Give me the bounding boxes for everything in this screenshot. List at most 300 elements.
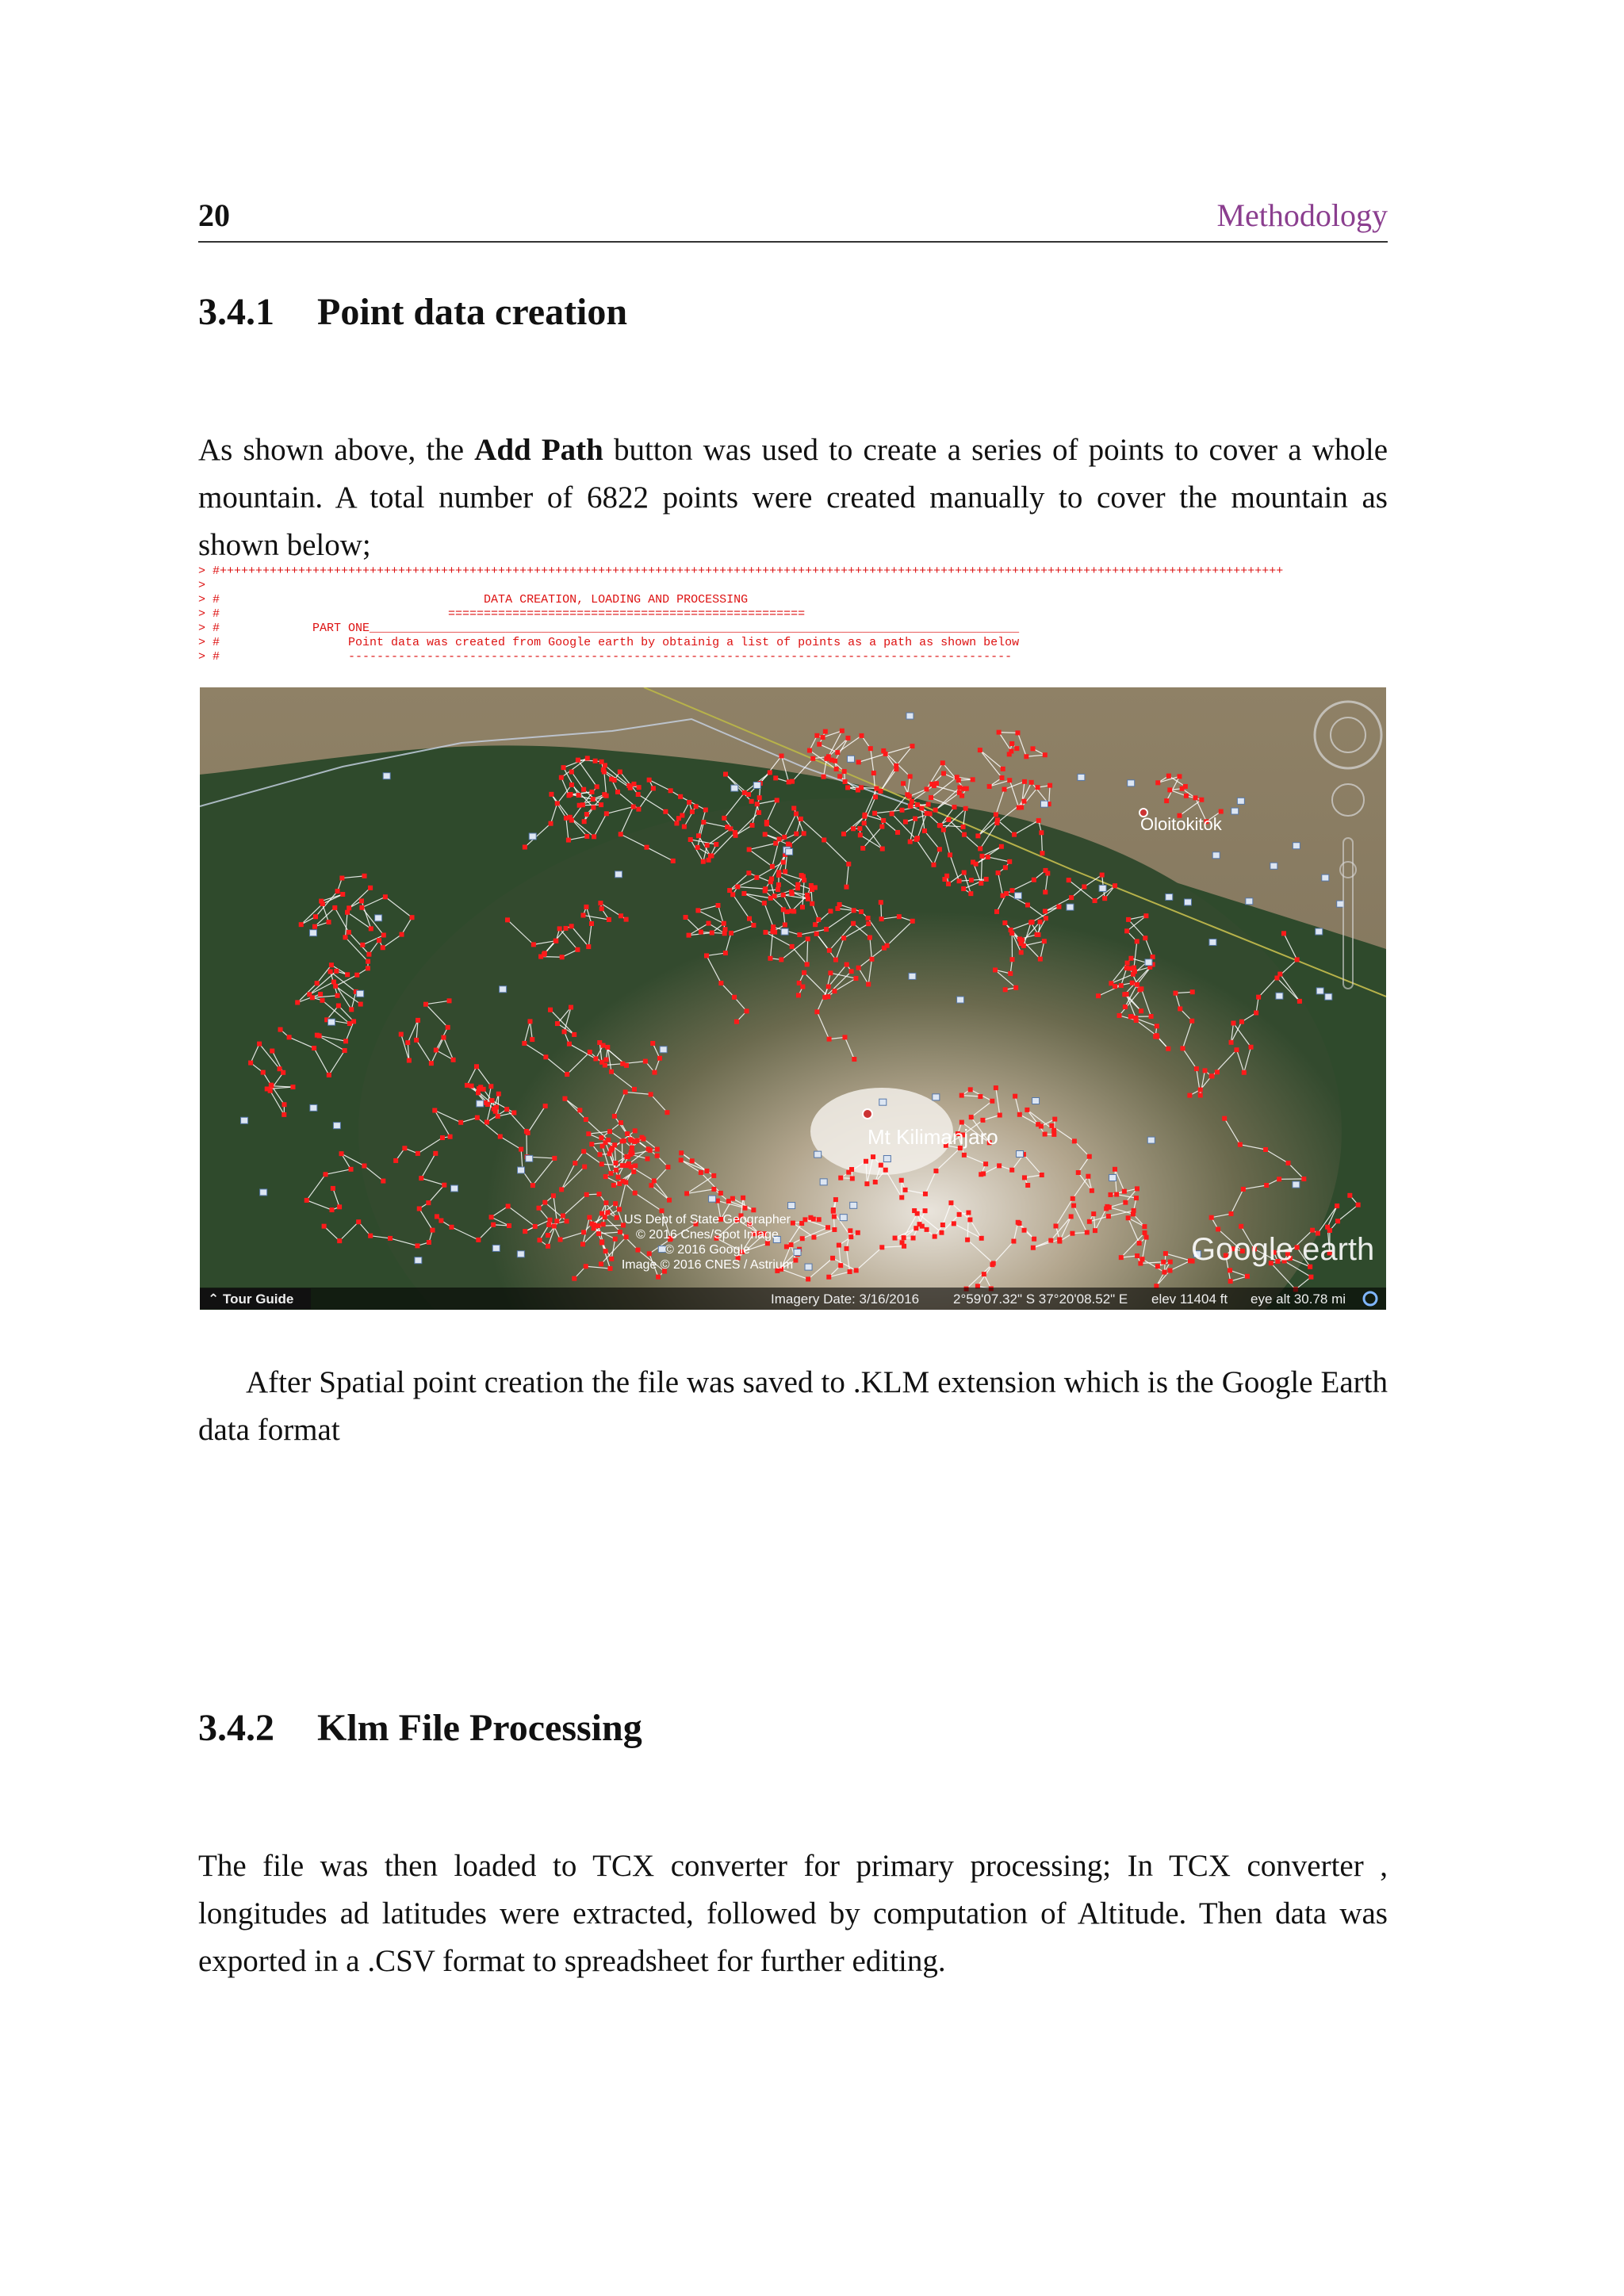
path-point [776, 870, 781, 874]
path-point [649, 1183, 653, 1188]
path-point [657, 1056, 662, 1061]
path-point [1093, 1228, 1097, 1233]
path-point [584, 834, 589, 839]
path-point [1135, 1186, 1139, 1191]
path-point [362, 1163, 366, 1168]
path-point [848, 1228, 852, 1233]
path-point [1031, 746, 1036, 751]
path-point [817, 1217, 822, 1222]
path-point [1100, 873, 1105, 878]
path-point [923, 1192, 928, 1196]
path-point [939, 1230, 944, 1235]
running-section-title: Methodology [1216, 197, 1388, 233]
path-point [607, 917, 611, 922]
path-point [914, 837, 919, 842]
path-point [655, 1154, 660, 1158]
path-point [881, 818, 886, 823]
path-point [632, 1087, 637, 1092]
path-point [982, 1272, 986, 1276]
path-point [1039, 830, 1044, 835]
path-point [903, 820, 908, 825]
path-point [547, 1218, 552, 1223]
photo-placemark-icon [309, 930, 316, 936]
path-point [745, 1008, 749, 1013]
photo-placemark-icon [909, 973, 916, 979]
path-point [878, 789, 883, 794]
place-label-oloitokitok[interactable]: Oloitokitok [1140, 814, 1222, 834]
path-point [334, 969, 339, 974]
path-point [1025, 1183, 1030, 1188]
path-point [589, 1222, 594, 1226]
path-point [248, 1061, 253, 1066]
path-point [602, 770, 607, 775]
path-point [416, 1151, 420, 1156]
path-point [1009, 741, 1014, 746]
path-point [592, 1226, 596, 1230]
path-point [339, 876, 344, 881]
path-point [1052, 1117, 1057, 1122]
place-label-kilimanjaro[interactable]: Mt Kilimanjaro [868, 1125, 998, 1149]
path-point [684, 1191, 689, 1196]
path-point [441, 1035, 446, 1040]
path-point [775, 798, 779, 802]
path-point [879, 916, 884, 921]
path-point [1126, 1215, 1131, 1220]
path-point [1036, 818, 1041, 823]
path-point [1139, 986, 1143, 991]
path-point [1057, 1239, 1062, 1244]
photo-placemark-icon [327, 1019, 335, 1025]
path-point [969, 878, 974, 882]
path-point [1043, 1132, 1048, 1137]
path-point [598, 901, 603, 905]
path-point [763, 886, 768, 891]
path-point [687, 933, 691, 938]
path-point [830, 1256, 835, 1261]
path-point [1137, 1241, 1142, 1246]
path-point [926, 802, 931, 807]
photo-placemark-icon [1032, 1097, 1040, 1104]
path-point [1132, 1208, 1136, 1213]
path-point [1013, 1094, 1017, 1099]
path-point [613, 1161, 618, 1165]
console-line: > # PART ONE___________________________________________________________________________________________ [198, 622, 1020, 635]
path-point [894, 763, 898, 768]
path-point [269, 1083, 274, 1088]
photo-placemark-icon [529, 833, 536, 840]
path-point [728, 826, 733, 831]
path-point [822, 995, 827, 1000]
path-point [735, 885, 740, 890]
path-point [433, 1151, 438, 1156]
path-point [1086, 1174, 1090, 1179]
photo-placemark-icon [814, 1151, 822, 1158]
path-point [1242, 1070, 1247, 1075]
path-point [910, 744, 914, 748]
path-point [919, 806, 924, 810]
path-point [1126, 917, 1131, 922]
path-point [615, 790, 620, 794]
path-point [356, 1219, 361, 1224]
photo-placemark-icon [906, 713, 914, 719]
console-line: > # ================================================== [198, 607, 806, 621]
console-line: > [198, 579, 206, 592]
path-point [695, 845, 700, 850]
path-point [573, 1161, 577, 1165]
path-point [796, 993, 801, 997]
path-point [1106, 1214, 1111, 1219]
path-point [368, 886, 373, 890]
path-point [893, 1236, 898, 1241]
path-point [1071, 1203, 1076, 1208]
path-point [925, 811, 929, 816]
path-point [684, 915, 688, 920]
path-point [1347, 1193, 1352, 1198]
path-point [897, 914, 902, 919]
photo-placemark-icon [615, 871, 622, 878]
path-point [979, 1236, 984, 1241]
path-point [832, 1227, 837, 1232]
path-point [327, 1073, 331, 1077]
path-point [1155, 1024, 1159, 1028]
path-point [762, 901, 767, 905]
path-point [589, 790, 594, 794]
path-point [866, 982, 871, 986]
path-point [1109, 981, 1113, 985]
path-point [492, 1107, 496, 1112]
path-point [600, 1144, 605, 1149]
path-point [849, 969, 854, 974]
path-point [553, 939, 558, 943]
path-point [596, 1223, 601, 1228]
path-point [623, 1089, 628, 1094]
path-point [1154, 1033, 1159, 1038]
path-point [423, 1002, 428, 1007]
section-title: Point data creation [317, 291, 628, 333]
path-point [647, 778, 652, 783]
path-point [491, 1223, 496, 1227]
path-point [337, 1204, 342, 1209]
path-point [1016, 1220, 1021, 1225]
attribution-line: © 2016 Google [665, 1243, 750, 1257]
path-point [768, 770, 772, 775]
path-point [853, 976, 858, 981]
path-point [845, 962, 849, 967]
path-point [913, 817, 917, 821]
path-point [1038, 920, 1043, 924]
path-point [846, 862, 851, 867]
path-point [750, 823, 755, 828]
path-point [1168, 1269, 1173, 1273]
path-point [730, 1196, 735, 1201]
path-point [1001, 894, 1005, 898]
path-point [610, 1146, 615, 1150]
photo-placemark-icon [1209, 939, 1216, 945]
path-point [1032, 1237, 1036, 1242]
path-point [1140, 1257, 1145, 1261]
path-point [814, 733, 819, 738]
path-point [537, 1206, 542, 1211]
path-point [797, 981, 802, 985]
photo-placemark-icon [310, 1104, 317, 1111]
path-point [603, 1063, 607, 1068]
path-point [859, 909, 864, 914]
path-point [784, 1244, 789, 1249]
photo-placemark-icon [375, 915, 382, 921]
path-point [733, 830, 737, 835]
path-point [612, 1114, 617, 1119]
path-point [824, 756, 829, 761]
path-point [603, 1058, 608, 1062]
paragraph-klm-processing: The file was then loaded to TCX converter for primary processing; In TCX converter , longitudes ad latitudes were extracted, followed by computation of Altitude. Then data was exported in a .CSV format to spreadsheet for further editing. [198, 1849, 1388, 1978]
path-point [773, 775, 778, 780]
path-point [833, 759, 837, 763]
path-point [465, 1083, 469, 1088]
path-point [1123, 1004, 1128, 1009]
path-point [1308, 1275, 1313, 1280]
path-point [835, 906, 840, 911]
path-point [1002, 920, 1007, 925]
path-point [828, 970, 833, 975]
path-point [1007, 778, 1012, 783]
path-point [1002, 787, 1007, 792]
path-point [864, 1181, 869, 1186]
path-point [577, 1108, 582, 1112]
path-point [295, 1000, 300, 1004]
path-point [587, 1215, 592, 1220]
path-point [873, 794, 878, 799]
path-point [773, 841, 778, 846]
path-point [828, 909, 833, 913]
photo-placemark-icon [1276, 993, 1283, 999]
photo-placemark-icon [1322, 874, 1329, 881]
path-point [1042, 939, 1047, 943]
path-point [543, 1104, 548, 1108]
path-point [569, 792, 573, 797]
path-point [1187, 1093, 1192, 1098]
path-point [1239, 1020, 1244, 1024]
path-point [1009, 888, 1014, 893]
path-point [838, 1263, 843, 1268]
path-point [1166, 774, 1171, 779]
path-point [1131, 972, 1136, 977]
path-point [764, 820, 769, 825]
path-point [624, 917, 629, 922]
path-point [1277, 1177, 1281, 1181]
path-point [531, 942, 536, 947]
path-point [971, 859, 975, 864]
path-point [850, 1176, 855, 1181]
path-point [1056, 905, 1061, 909]
path-point [1102, 896, 1107, 901]
path-point [929, 795, 933, 800]
path-point [1053, 1223, 1058, 1228]
path-point [605, 1210, 610, 1215]
path-point [533, 1224, 538, 1229]
photo-placemark-icon [477, 1100, 484, 1107]
path-point [332, 905, 337, 910]
path-point [561, 765, 566, 770]
path-point [427, 1240, 431, 1245]
path-point [734, 1020, 739, 1024]
path-point [595, 784, 599, 789]
path-point [934, 781, 939, 786]
path-point [320, 998, 324, 1003]
path-point [825, 1225, 830, 1230]
google-earth-view[interactable] [200, 687, 1386, 1310]
path-point [679, 1150, 684, 1155]
path-point [599, 1135, 603, 1140]
path-point [952, 1221, 956, 1226]
path-point [448, 1135, 453, 1139]
path-point [417, 1207, 422, 1211]
path-point [959, 1093, 964, 1098]
path-point [343, 1048, 347, 1053]
path-point [871, 771, 876, 775]
path-point [837, 1243, 841, 1248]
path-point [990, 1099, 994, 1104]
path-point [1117, 1013, 1122, 1018]
path-point [814, 932, 819, 936]
path-point [511, 1110, 516, 1115]
path-point [307, 992, 312, 997]
path-point [688, 837, 693, 842]
path-point [742, 1206, 747, 1211]
path-point [799, 817, 803, 821]
path-point [1198, 1088, 1203, 1093]
path-point [555, 801, 560, 806]
path-point [912, 1208, 917, 1213]
path-point [1014, 746, 1019, 751]
path-point [585, 756, 590, 760]
path-point [908, 804, 913, 809]
path-point [589, 921, 594, 926]
path-point [704, 953, 709, 958]
path-point [589, 1142, 594, 1146]
path-point [1031, 1246, 1036, 1250]
path-point [856, 760, 861, 764]
path-point [548, 1008, 553, 1012]
path-point [584, 1117, 588, 1122]
path-point [458, 1120, 463, 1125]
path-point [584, 1264, 588, 1269]
path-point [345, 972, 350, 977]
path-point [851, 826, 856, 831]
path-point [577, 803, 582, 808]
path-point [783, 922, 787, 927]
satellite-map[interactable] [200, 687, 1386, 1310]
path-point [613, 1201, 618, 1206]
path-point [967, 1217, 972, 1222]
path-point [845, 736, 850, 740]
path-point [1190, 989, 1195, 994]
path-point [822, 837, 826, 842]
path-point [652, 1070, 657, 1075]
path-point [979, 881, 983, 886]
path-point [1178, 1006, 1182, 1011]
path-point [1010, 957, 1015, 962]
path-point [568, 815, 573, 820]
photo-placemark-icon [1246, 898, 1253, 905]
path-point [485, 1102, 490, 1107]
path-point [609, 1070, 614, 1074]
path-point [843, 779, 848, 784]
path-point [978, 748, 982, 752]
attribution-line: US Dept of State Geographer [624, 1213, 791, 1226]
path-point [806, 936, 810, 941]
path-point [1194, 1066, 1199, 1071]
path-point [1001, 767, 1005, 771]
path-point [605, 1045, 610, 1050]
path-point [1228, 1279, 1233, 1284]
paragraph-point-creation [198, 427, 1388, 569]
path-point [837, 774, 842, 779]
path-point [1051, 1128, 1056, 1133]
path-point [1142, 1224, 1147, 1229]
path-point [649, 1092, 653, 1096]
path-point [476, 1090, 481, 1095]
tour-guide-label[interactable]: ⌃ Tour Guide [208, 1292, 294, 1307]
path-point [718, 981, 723, 985]
path-point [852, 908, 856, 913]
path-point [690, 1158, 695, 1163]
path-point [447, 998, 452, 1003]
path-point [704, 1169, 709, 1173]
path-point [872, 811, 877, 816]
path-point [937, 847, 942, 851]
path-point [1009, 1168, 1014, 1173]
path-point [933, 1234, 937, 1239]
path-point [895, 830, 900, 835]
photo-placemark-icon [383, 773, 390, 779]
path-point [808, 1215, 813, 1220]
path-point [1070, 1231, 1074, 1236]
path-point [1022, 779, 1027, 784]
path-point [957, 1212, 962, 1217]
path-point [636, 807, 641, 812]
path-point [575, 947, 580, 952]
console-line: > # --------------------------------------------------------------------------------------------- [198, 650, 1013, 664]
path-point [794, 811, 799, 816]
path-point [856, 966, 861, 970]
path-point [983, 1161, 988, 1166]
path-point [968, 1087, 973, 1092]
path-point [329, 1207, 334, 1212]
path-point [795, 886, 800, 890]
path-point [312, 924, 317, 929]
path-point [868, 746, 873, 751]
path-point [821, 735, 825, 740]
path-point [860, 846, 865, 851]
path-point [1177, 774, 1182, 779]
section-number: 3.4.2 [198, 1707, 274, 1749]
path-point [439, 1219, 443, 1223]
path-point [333, 984, 338, 989]
path-point [800, 1236, 805, 1241]
path-point [805, 893, 810, 897]
path-point [345, 910, 350, 915]
photo-placemark-icon [1109, 1174, 1116, 1181]
path-point [858, 832, 863, 837]
path-point [530, 1183, 535, 1188]
path-point [1091, 1211, 1096, 1216]
path-point [1166, 1047, 1170, 1051]
path-point [968, 891, 973, 896]
path-point [779, 957, 783, 962]
path-point [810, 901, 814, 906]
path-point [1085, 1230, 1090, 1234]
path-point [1025, 902, 1030, 907]
